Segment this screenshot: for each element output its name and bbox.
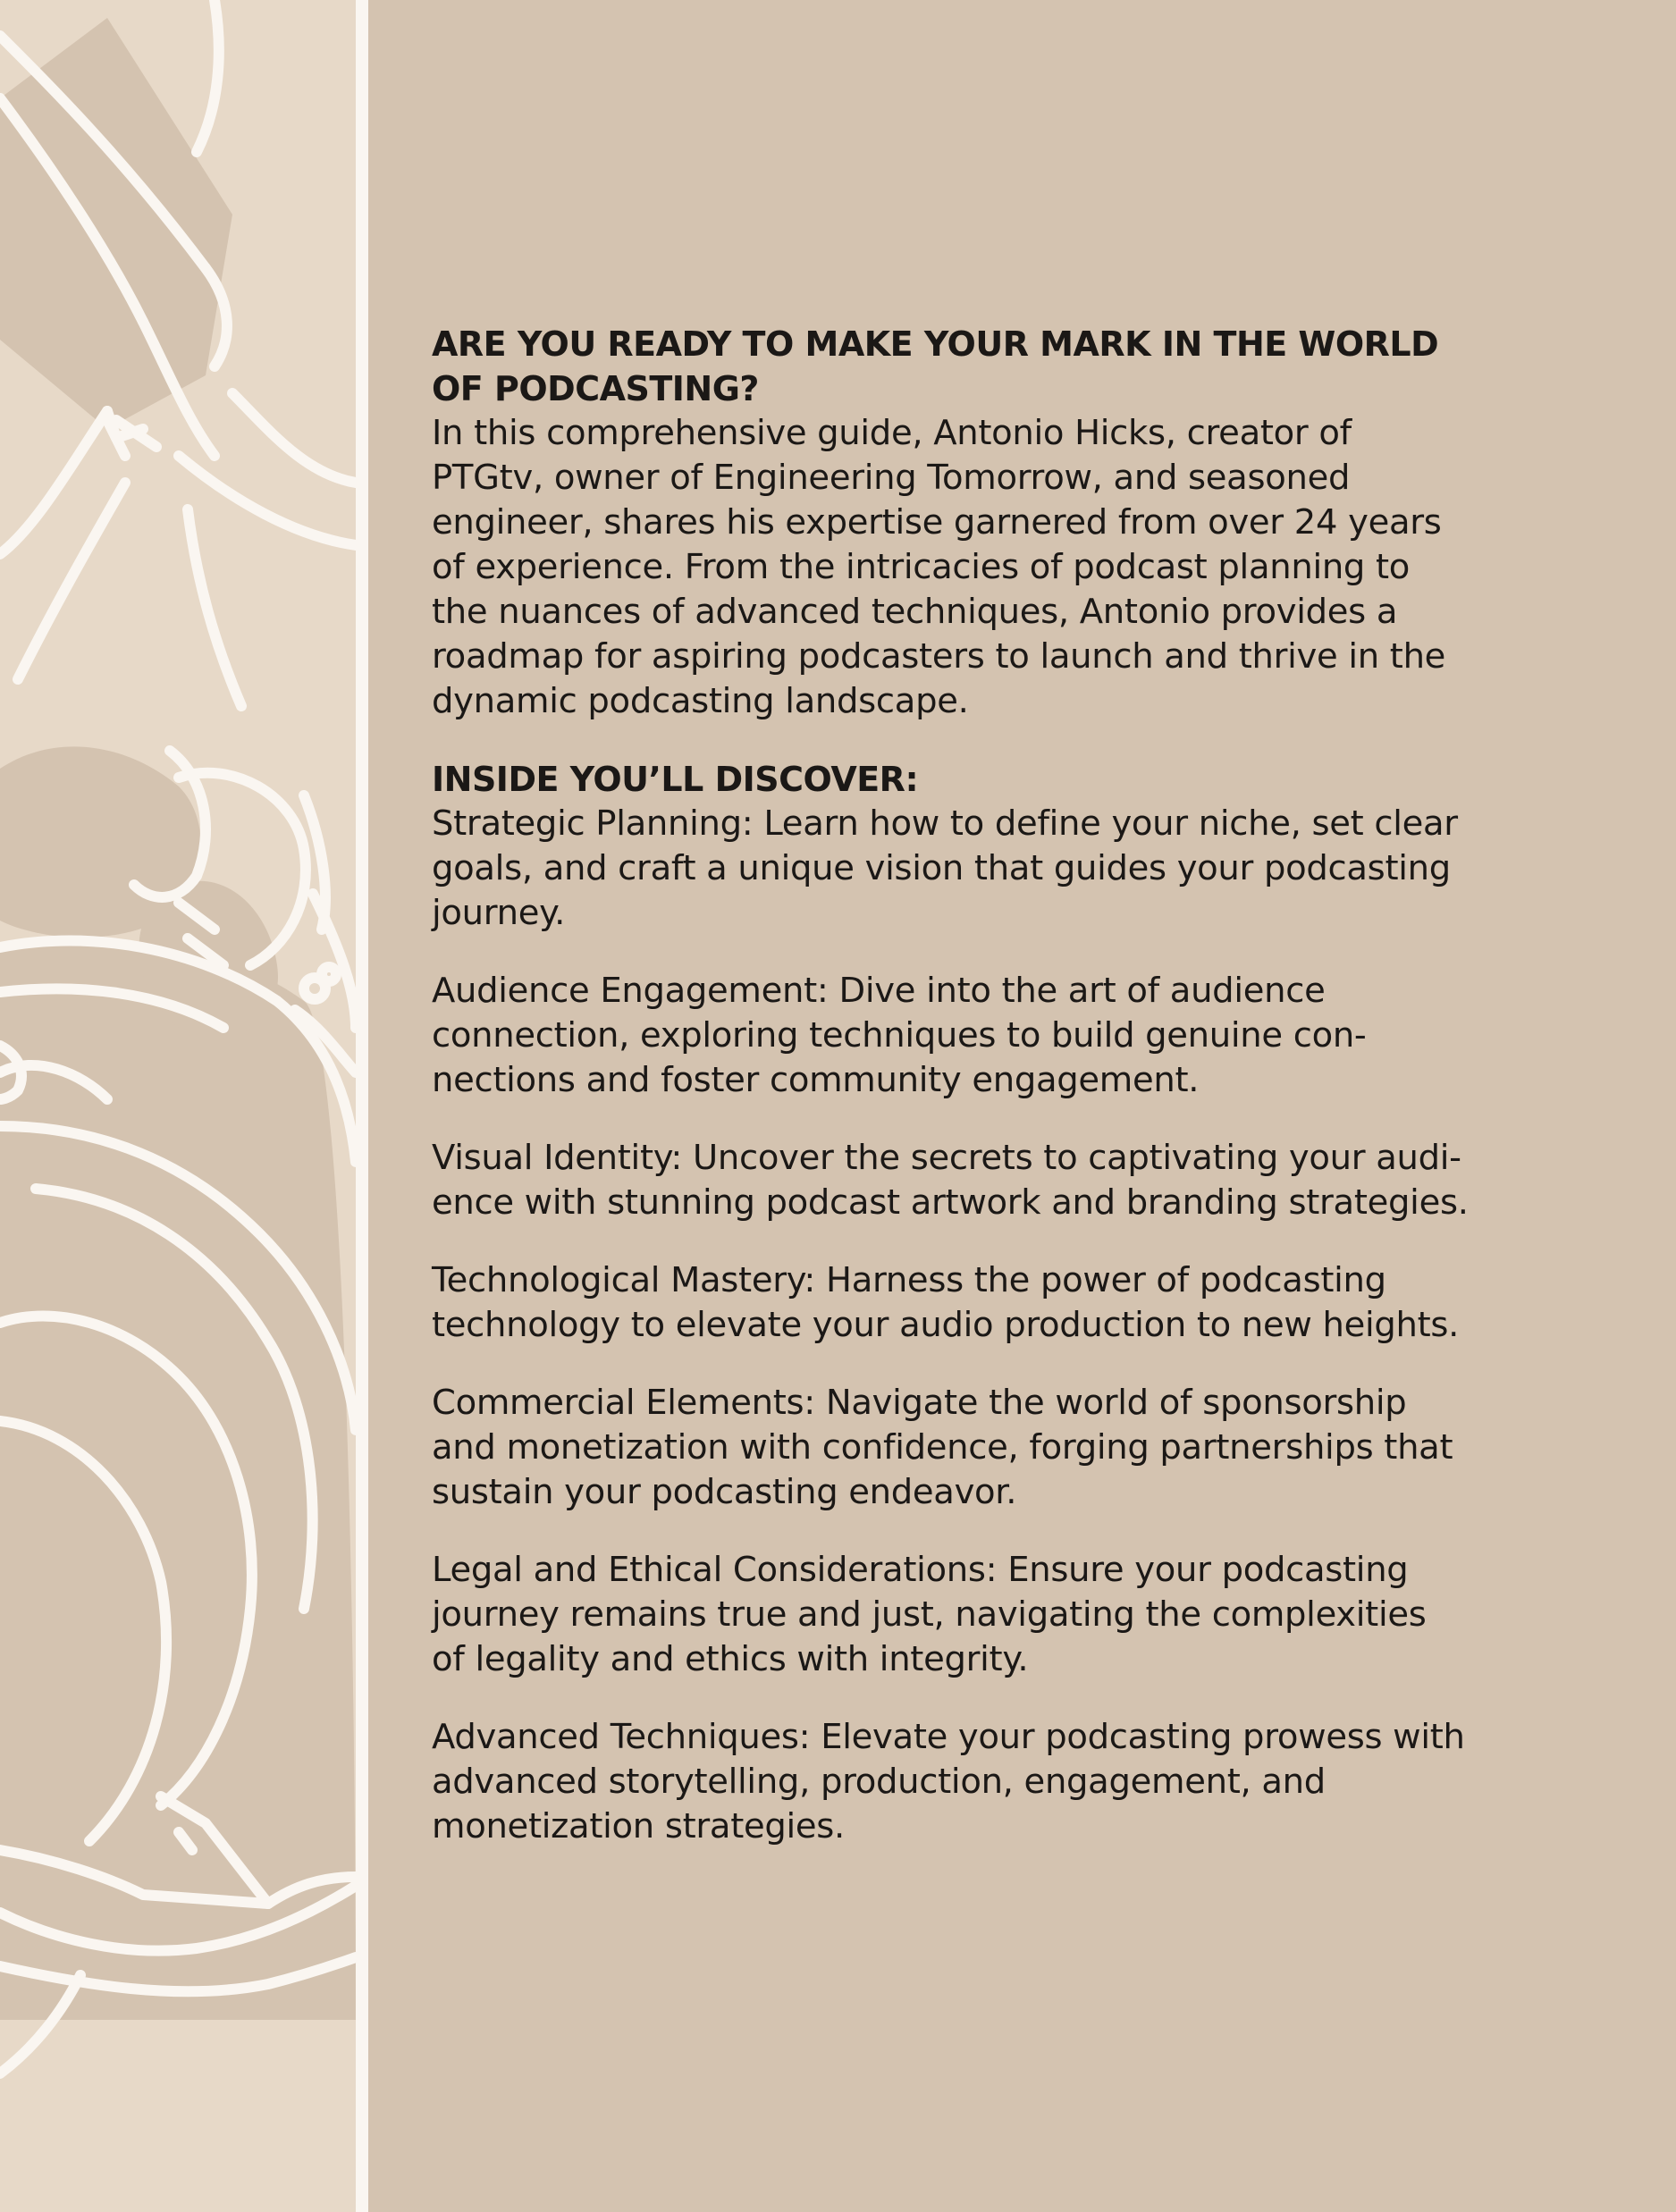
- discover-item: Audience Engagement: Dive into the art of audience connection, exploring techniques to build genuine con-nections and foster community engagement.: [432, 971, 1367, 1100]
- microphone-headphones-icon: [0, 0, 356, 2212]
- intro-paragraph: In this comprehensive guide, Antonio Hicks, creator of PTGtv, owner of Engineering Tomorrow, and seasoned engineer, shares his expertise garnered from over 24 years of experience. From the intricacies of podcast planning to the nuances of advanced techniques, Antonio provides a roadmap for aspiring podcasters to launch and thrive in the dynamic podcasting landscape.: [432, 413, 1446, 721]
- discover-item: Strategic Planning: Learn how to define your niche, set clear goals, and craft a unique vision that guides your podcasting journey.: [432, 803, 1458, 933]
- discover-item: Legal and Ethical Considerations: Ensure your podcasting journey remains true and just, navigating the complexities of legality and ethics with integrity.: [432, 1550, 1427, 1679]
- discover-item: Advanced Techniques: Elevate your podcasting prowess with advanced storytelling, production, engagement, and monetization strategies.: [432, 1717, 1465, 1846]
- discover-item: Commercial Elements: Navigate the world of sponsorship and monetization with confidence, forging partnerships that sustain your podcasting endeavor.: [432, 1383, 1453, 1512]
- microphone-headphones-illustration: [0, 0, 356, 2212]
- discover-item: Visual Identity: Uncover the secrets to captivating your audi-ence with stunning podcast artwork and branding strategies.: [432, 1138, 1469, 1223]
- vertical-divider: [356, 0, 368, 2212]
- back-cover-text: [432, 322, 1469, 1849]
- discover-heading: INSIDE YOU’LL DISCOVER:: [432, 760, 919, 799]
- intro-heading: ARE YOU READY TO MAKE YOUR MARK IN THE WORLD OF PODCASTING?: [432, 324, 1439, 408]
- discover-item: Technological Mastery: Harness the power of podcasting technology to elevate your audio production to new heights.: [432, 1260, 1460, 1345]
